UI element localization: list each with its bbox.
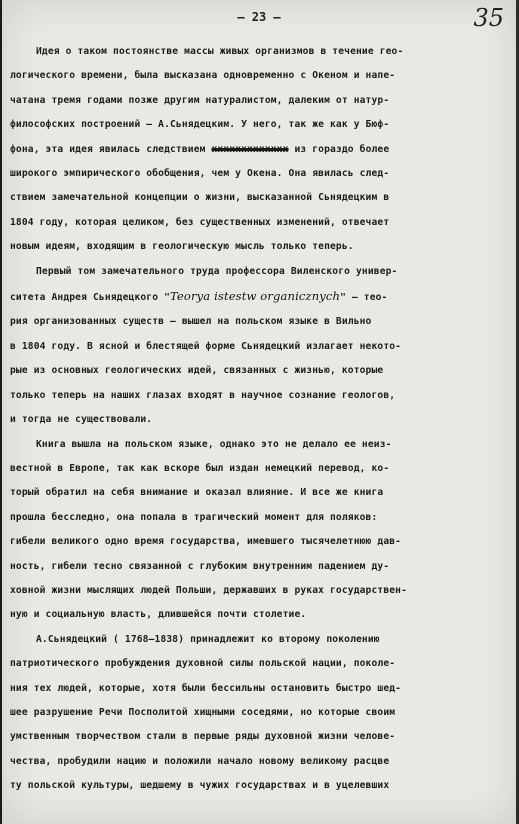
struck-out-text: xxxxxxxxxxxxx: [211, 143, 289, 155]
handwritten-book-title: Teorya istestw organicznych: [170, 289, 341, 304]
text-line: 1804 году, которая целиком, без существенных изменений, отвечает: [10, 216, 390, 228]
text-line: логического времени, была высказана одновременно с Океном и напе-: [10, 70, 396, 82]
text-line: [10, 284, 500, 310]
text-line: рые из основных геологических идей, связанных с жизнью, которые: [10, 365, 384, 377]
typewritten-page: [2, 0, 516, 824]
text-fragment: ситета Андрея Сьнядецкого ": [10, 292, 170, 304]
text-line: в 1804 году. В ясной и блестящей форме Сьнядецкий излагает некото-: [10, 340, 402, 352]
text-line: шее разрушение Речи Посполитой хищными соседями, но которые своим: [10, 706, 396, 718]
text-line: патриотического пробуждения духовной силы польской нации, поколе-: [10, 658, 396, 670]
handwritten-page-number: 35: [473, 4, 504, 32]
text-line: [10, 138, 500, 162]
text-line: широкого эмпирического обобщения, чем у Окена. Она явилась след-: [10, 168, 390, 180]
text-fragment: " — тео-: [340, 292, 388, 304]
text-line: ную и социальную власть, длившейся почти столетие.: [10, 609, 307, 621]
text-line: философских построений — А.Сьнядецким. У него, так же как у Бюф-: [10, 119, 390, 131]
text-line: чатана тремя годами позже другим натуралистом, далеким от натур-: [10, 94, 390, 106]
text-line: торый обратил на себя внимание и оказал влияние. И все же книга: [10, 487, 384, 499]
text-line: ния тех людей, которые, хотя были бессильны остановить быстро шед-: [10, 682, 402, 694]
text-line: новым идеям, входящим в геологическую мысль только теперь.: [10, 241, 354, 253]
text-line: А.Сьнядецкий ( 1768—1838) принадлежит ко второму поколению: [36, 633, 380, 645]
text-line: вестной в Европе, так как вскоре был издан немецкий перевод, ко-: [10, 462, 390, 474]
text-line: ствием замечательной концепции о жизни, высказанной Сьнядецким в: [10, 192, 390, 204]
text-fragment: фона, эта идея явилась следствием: [10, 143, 212, 155]
text-line: ность, гибели тесно связанной с глубоким внутренним падением ду-: [10, 560, 390, 572]
text-line: ту польской культуры, шедшему в чужих государствах и в уцелевших: [10, 780, 390, 792]
text-line: только теперь на наших глазах входят в научное сознание геологов,: [10, 389, 396, 401]
text-line: Книга вышла на польском языке, однако это не делало ее неиз-: [36, 438, 392, 450]
text-line: умственным творчеством стали в первые ряды духовной жизни челове-: [10, 731, 396, 743]
text-line: чества, пробудили нацию и положили начало новому великому расцве: [10, 755, 390, 767]
text-line: Идея о таком постоянстве массы живых организмов в течение гео-: [36, 46, 404, 57]
page-number: — 23 —: [237, 10, 281, 24]
text-line: гибели великого одно время государства, имевшего тысячелетнюю дав-: [10, 536, 402, 548]
text-line: и тогда не существовали.: [10, 414, 153, 426]
text-line: Первый том замечательного труда профессора Виленского универ-: [36, 265, 398, 277]
text-line: рия организованных существ — вышел на польском языке в Вильно: [10, 316, 372, 328]
text-line: ховной жизни мыслящих людей Польши, державших в руках государствен-: [10, 584, 408, 596]
text-fragment: из гораздо более: [288, 143, 390, 155]
body-text: [10, 40, 500, 799]
text-line: прошла бесследно, она попала в трагический момент для поляков:: [10, 511, 378, 523]
